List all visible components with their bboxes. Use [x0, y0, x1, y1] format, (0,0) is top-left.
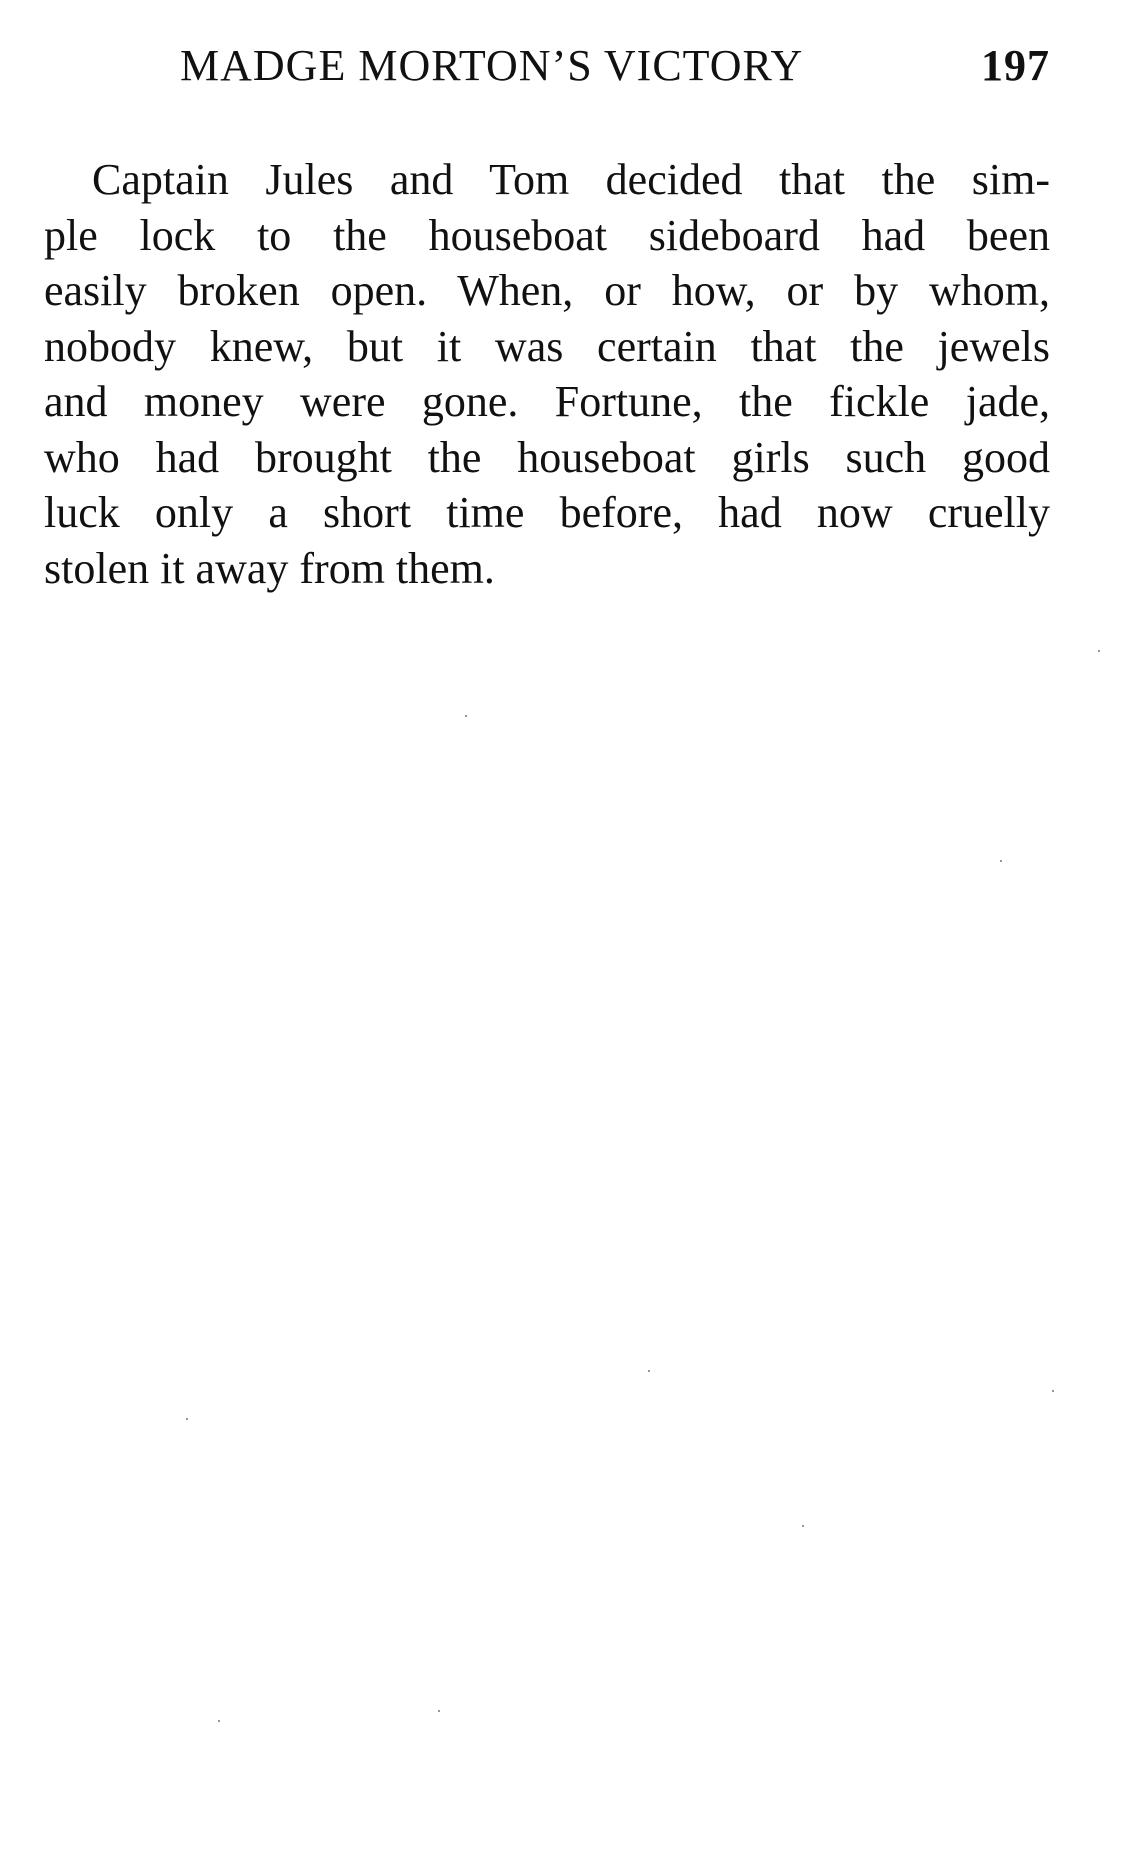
text-line: who had brought the houseboat girls such good: [44, 432, 1050, 482]
text-line: luck only a short time before, had now cruelly: [44, 488, 1050, 537]
scan-speck: [438, 1710, 440, 1712]
scan-speck: [465, 715, 467, 717]
text-line: Captain Jules and Tom decided that the sim-: [92, 155, 1050, 204]
scan-speck: [802, 1525, 804, 1527]
page-number: 197: [981, 41, 1050, 90]
text-line: ple lock to the houseboat sideboard had been: [44, 210, 1050, 260]
text-line: nobody knew, but it was certain that the jewels: [44, 321, 1050, 371]
text-line: stolen it away from them.: [44, 543, 495, 593]
body-paragraph: [44, 152, 1050, 596]
scan-speck: [648, 1370, 650, 1372]
scan-speck: [218, 1720, 220, 1722]
scan-speck: [1052, 1390, 1054, 1392]
scan-speck: [186, 1418, 188, 1420]
text-line: easily broken open. When, or how, or by whom,: [44, 266, 1050, 315]
text-line: and money were gone. Fortune, the fickle jade,: [44, 377, 1050, 426]
running-title: MADGE MORTON’S VICTORY: [180, 41, 804, 90]
scan-speck: [1000, 860, 1002, 862]
running-head: [180, 40, 1050, 100]
scan-speck: [1098, 650, 1100, 652]
